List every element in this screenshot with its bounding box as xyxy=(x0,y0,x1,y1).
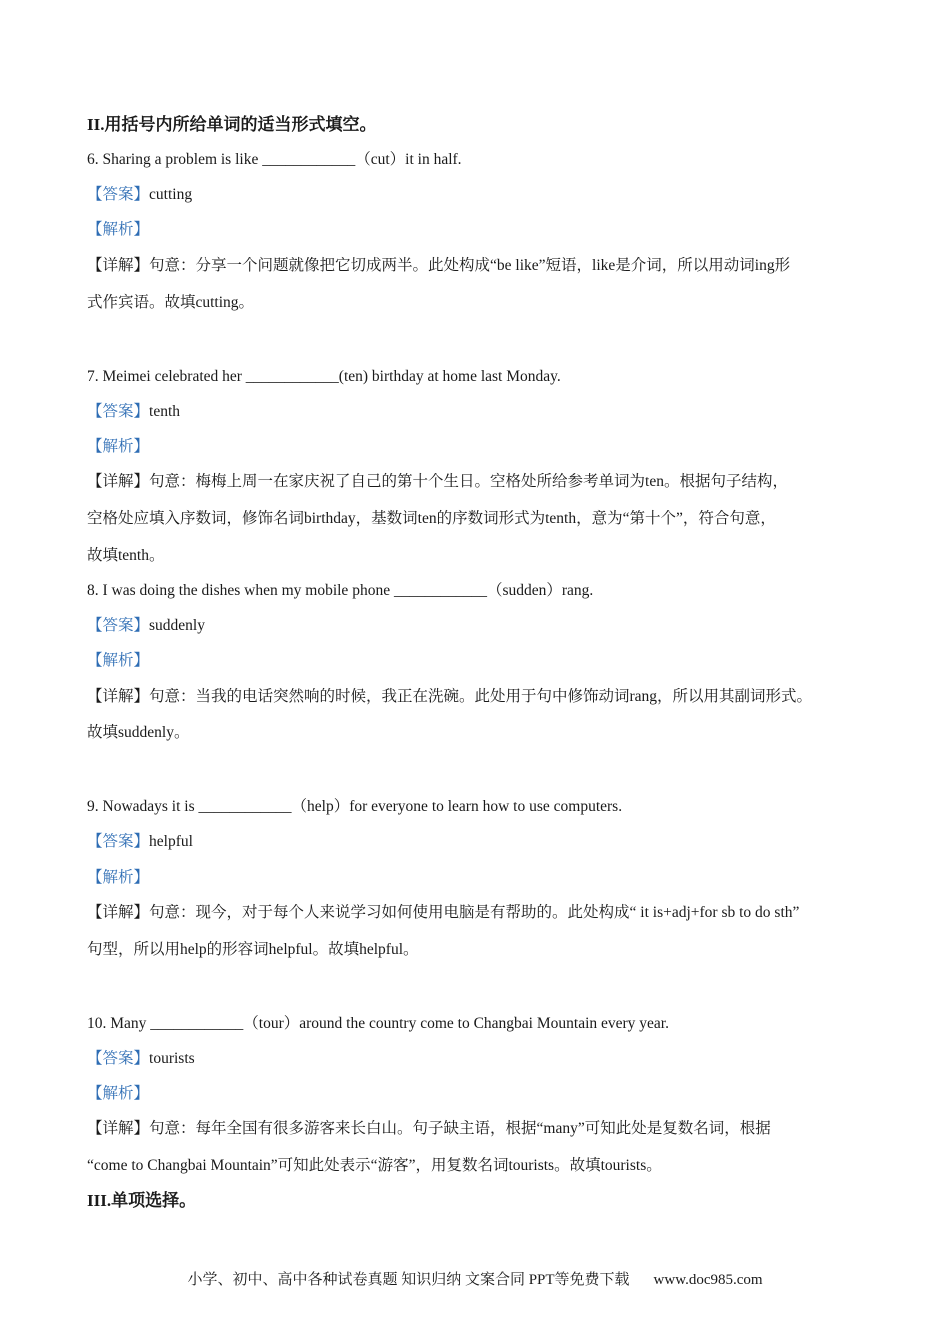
detail-line xyxy=(87,687,812,707)
answer-value: cutting xyxy=(149,186,193,203)
answer-value: helpful xyxy=(149,833,193,850)
section-heading: III.单项选择。 xyxy=(87,1191,197,1210)
footer-site-link[interactable]: www.doc985.com xyxy=(653,1272,763,1288)
detail-line xyxy=(87,472,788,492)
detail-text: 句意：现今，对于每个人来说学习如何使用电脑是有帮助的。此处构成“ it is+adj+for sb to do sth” xyxy=(149,904,800,921)
answer-value: tourists xyxy=(149,1050,195,1067)
answer-label: 【答案】 xyxy=(87,403,150,420)
analysis-label: 【解析】 xyxy=(87,1085,150,1102)
question-stem: 9. Nowadays it is ____________（help）for everyone to learn how to use computers. xyxy=(87,798,623,815)
question-stem: 10. Many ____________（tour）around the country come to Changbai Mountain every year. xyxy=(87,1015,669,1032)
detail-line: 故填tenth。 xyxy=(87,547,165,564)
section-heading: II.用括号内所给单词的适当形式填空。 xyxy=(87,115,377,134)
detail-text: 句意：梅梅上周一在家庆祝了自己的第十个生日。空格处所给参考单词为ten。根据句子结构， xyxy=(149,473,788,490)
detail-line: 空格处应填入序数词，修饰名词birthday，基数词ten的序数词形式为tenth，意为“第十个”，符合句意， xyxy=(87,510,776,527)
question-stem: 6. Sharing a problem is like ____________（cut）it in half. xyxy=(87,151,462,168)
analysis-label: 【解析】 xyxy=(87,221,150,238)
page-footer xyxy=(0,1270,950,1290)
answer-label: 【答案】 xyxy=(87,617,150,634)
answer-line xyxy=(87,616,205,636)
detail-label: 【详解】 xyxy=(87,688,150,705)
detail-line: 故填suddenly。 xyxy=(87,724,190,741)
answer-label: 【答案】 xyxy=(87,833,150,850)
answer-line xyxy=(87,1049,195,1069)
question-stem: 8. I was doing the dishes when my mobile phone ____________（sudden）rang. xyxy=(87,582,594,599)
answer-line xyxy=(87,185,192,205)
detail-line: 式作宾语。故填cutting。 xyxy=(87,294,255,311)
answer-label: 【答案】 xyxy=(87,186,150,203)
detail-text: 句意：当我的电话突然响的时候，我正在洗碗。此处用于句中修饰动词rang，所以用其副词形式。 xyxy=(149,688,813,705)
detail-text: 句意：每年全国有很多游客来长白山。句子缺主语，根据“many”可知此处是复数名词，根据 xyxy=(149,1120,771,1137)
answer-value: tenth xyxy=(149,403,181,420)
detail-line: 句型，所以用help的形容词helpful。故填helpful。 xyxy=(87,941,419,958)
analysis-label: 【解析】 xyxy=(87,869,150,886)
question-stem: 7. Meimei celebrated her ____________(ten) birthday at home last Monday. xyxy=(87,368,561,385)
detail-line xyxy=(87,903,799,923)
detail-label: 【详解】 xyxy=(87,1120,150,1137)
detail-line: “come to Changbai Mountain”可知此处表示“游客”，用复数名词tourists。故填tourists。 xyxy=(87,1157,662,1174)
analysis-label: 【解析】 xyxy=(87,438,150,455)
detail-line xyxy=(87,1119,771,1139)
answer-line xyxy=(87,832,193,852)
answer-label: 【答案】 xyxy=(87,1050,150,1067)
detail-text: 句意：分享一个问题就像把它切成两半。此处构成“be like”短语，like是介词，所以用动词ing形 xyxy=(149,257,791,274)
analysis-label: 【解析】 xyxy=(87,652,150,669)
answer-value: suddenly xyxy=(149,617,205,634)
detail-label: 【详解】 xyxy=(87,473,150,490)
detail-line xyxy=(87,256,790,276)
detail-label: 【详解】 xyxy=(87,904,150,921)
footer-text: 小学、初中、高中各种试卷真题 知识归纳 文案合同 PPT等免费下载 xyxy=(187,1272,630,1288)
detail-label: 【详解】 xyxy=(87,257,150,274)
answer-line xyxy=(87,402,180,422)
